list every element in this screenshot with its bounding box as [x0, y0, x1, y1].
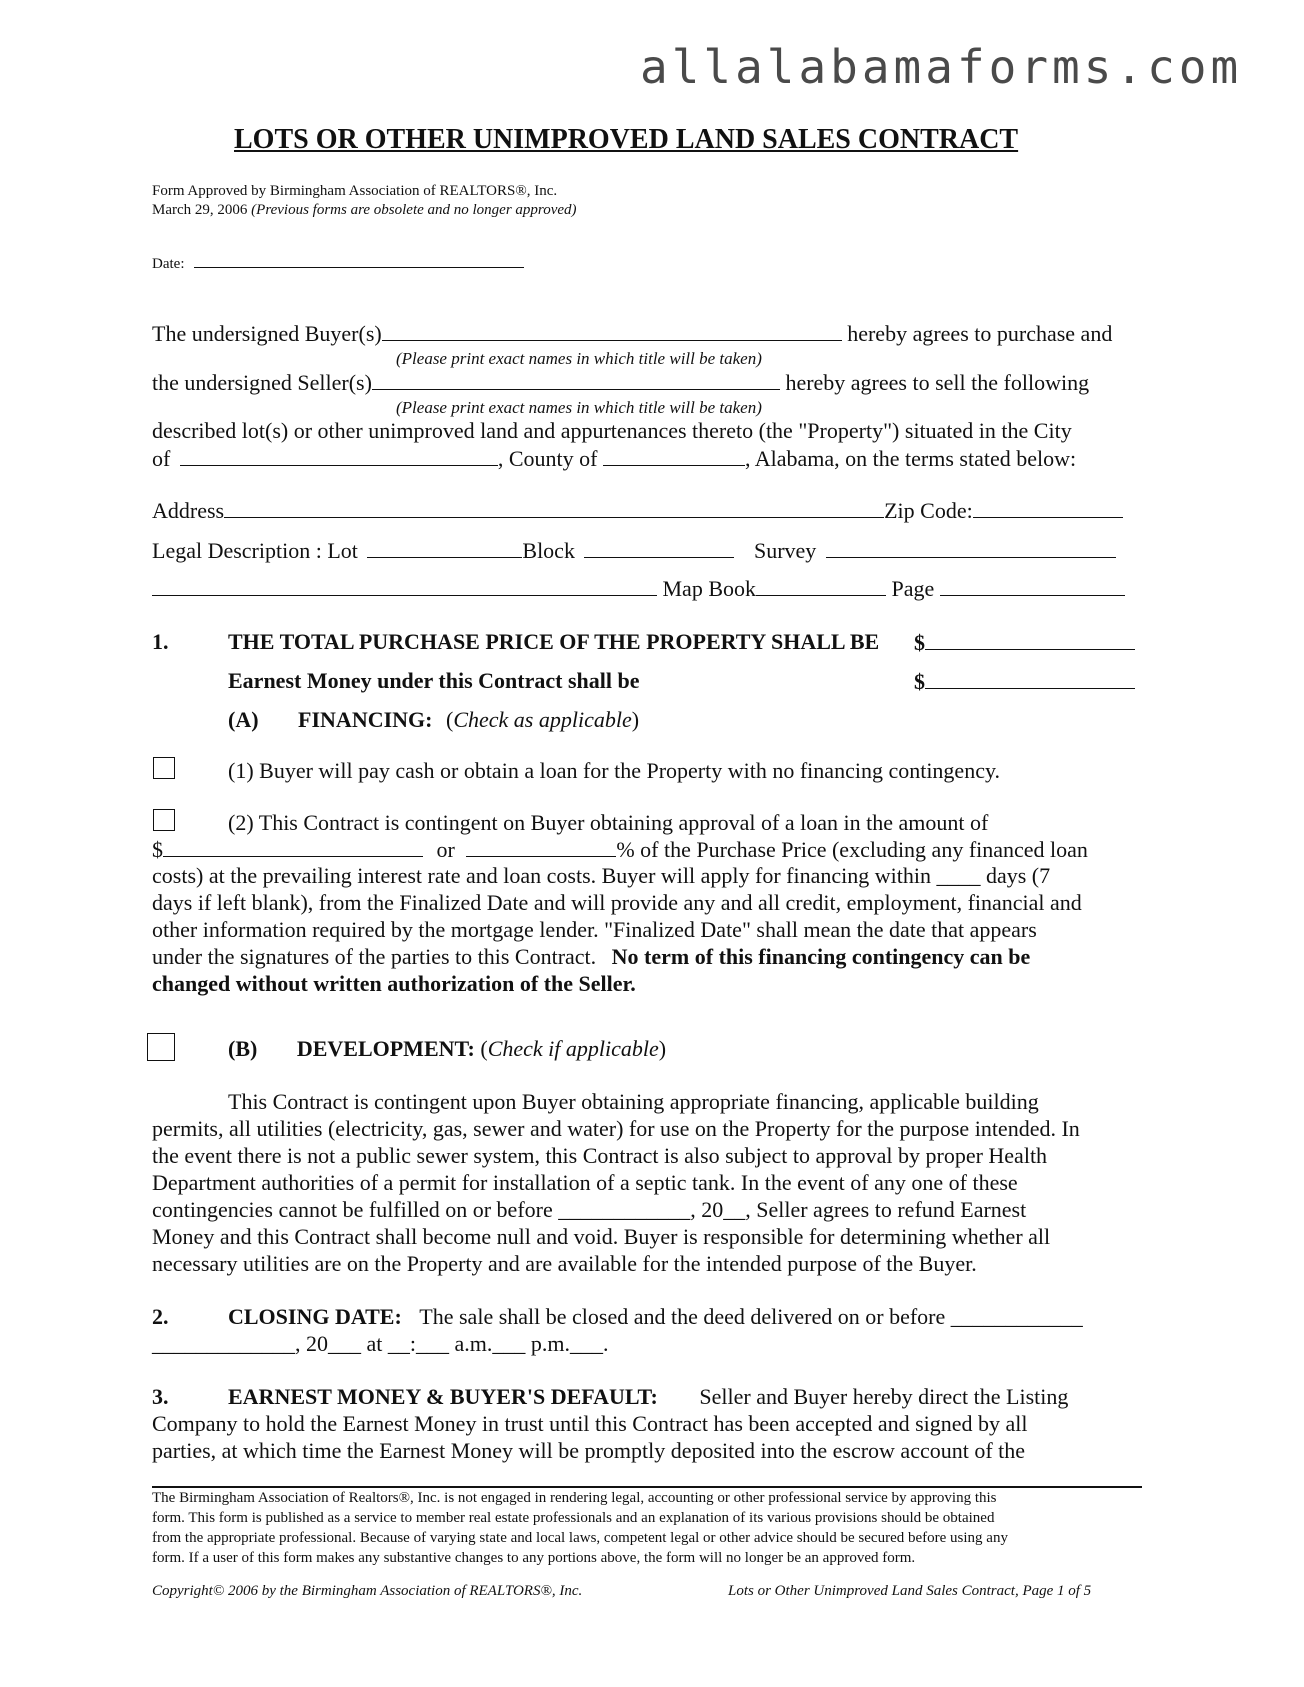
section1-number: 1. — [152, 629, 169, 654]
survey-label: Survey — [753, 538, 817, 563]
zip-label: Zip Code: — [884, 498, 973, 523]
dev-line3: the event there is not a public sewer system, this Contract is also subject to approval by proper Health — [152, 1143, 1048, 1168]
development-b-label: (B) — [228, 1036, 258, 1061]
county-field[interactable] — [603, 445, 745, 466]
financing-note: Check as applicable — [453, 707, 632, 732]
seller-caption: (Please print exact names in which title will be taken) — [396, 398, 762, 417]
cash-option-checkbox[interactable] — [153, 757, 175, 779]
disclaimer-line2: form. This form is published as a service to member real estate professionals and an explanation of its various provisions should be obtained — [152, 1510, 995, 1526]
development-heading: (B) DEVELOPMENT: (Check if applicable) — [228, 1036, 667, 1061]
legal-label: Legal Description : Lot — [152, 538, 358, 563]
date-label: Date: — [152, 256, 185, 272]
price-dollar — [914, 629, 1135, 656]
financing-label: FINANCING: — [298, 707, 433, 732]
loan-line6 — [152, 944, 1030, 970]
closing-date-row — [228, 1304, 1083, 1330]
city-prefix: of — [152, 446, 171, 471]
dev-line1: This Contract is contingent upon Buyer obtaining appropriate financing, applicable building — [228, 1089, 1039, 1114]
closing-date-line2: _____________, 20___ at __:___ a.m.___ p.m.___. — [152, 1331, 609, 1356]
page-info: Lots or Other Unimproved Land Sales Contract, Page 1 of 5 — [728, 1583, 1092, 1599]
buyer-row — [152, 320, 1112, 347]
earnest-line3: parties, at which time the Earnest Money will be promptly deposited into the escrow account of the — [152, 1438, 1026, 1463]
survey-field[interactable] — [826, 537, 1116, 558]
loan-option-lead: (2) This Contract is contingent on Buyer obtaining approval of a loan in the amount of — [228, 810, 989, 835]
address-row — [152, 497, 1123, 524]
development-checkbox[interactable] — [147, 1033, 175, 1061]
dev-line5: contingencies cannot be fulfilled on or before ____________, 20__, Seller agrees to refund Earnest — [152, 1197, 1027, 1222]
closing-date-text: The sale shall be closed and the deed delivered on or before ____________ — [419, 1304, 1083, 1329]
seller-label: the undersigned Seller(s) — [152, 370, 372, 395]
seller-tail: hereby agrees to sell the following — [785, 370, 1090, 395]
loan-or: or — [436, 837, 455, 862]
approval-note: (Previous forms are obsolete and no longer approved) — [251, 202, 577, 218]
buyer-caption: (Please print exact names in which title will be taken) — [396, 349, 762, 368]
approval-date-line — [152, 202, 577, 219]
section2-number: 2. — [152, 1304, 169, 1329]
buyer-name-field[interactable] — [382, 320, 842, 341]
buyer-tail: hereby agrees to purchase and — [847, 321, 1113, 346]
seller-row — [152, 369, 1089, 396]
date-row — [152, 249, 524, 273]
page-field[interactable] — [940, 577, 1125, 596]
legal-row — [152, 537, 1116, 564]
lot-field[interactable] — [367, 537, 522, 558]
disclaimer-line1: The Birmingham Association of Realtors®, Inc. is not engaged in rendering legal, accounting or other professional service by approving this — [152, 1490, 997, 1506]
purchase-price-label: THE TOTAL PURCHASE PRICE OF THE PROPERTY SHALL BE — [228, 629, 880, 654]
dev-line6: Money and this Contract shall become null and void. Buyer is responsible for determining whether all — [152, 1224, 1051, 1249]
dev-line7: necessary utilities are on the Property and are available for the intended purpose of the Buyer. — [152, 1251, 977, 1276]
loan-contingency-checkbox[interactable] — [153, 809, 175, 831]
loan-percent-field[interactable] — [466, 838, 616, 857]
loan-line6-bold: No term of this financing contingency can be — [611, 944, 1031, 969]
page-label: Page — [891, 576, 935, 601]
footer-divider — [152, 1486, 1142, 1488]
loan-amount-row — [152, 837, 1088, 863]
description-line: described lot(s) or other unimproved land and appurtenances thereto (the "Property") situated in the City — [152, 418, 1072, 443]
address-label: Address — [152, 498, 225, 523]
loan-amount-field[interactable] — [163, 838, 423, 857]
county-label: , County of — [497, 446, 598, 471]
disclaimer-line3: from the appropriate professional. Because of varying state and local laws, competent legal or other advice should be secured before using any — [152, 1530, 1008, 1546]
earnest-line2: Company to hold the Earnest Money in trust until this Contract has been accepted and signed by all — [152, 1411, 1028, 1436]
copyright: Copyright© 2006 by the Birmingham Association of REALTORS®, Inc. — [152, 1583, 583, 1599]
loan-line3: costs) at the prevailing interest rate and loan costs. Buyer will apply for financing within ____ days (7 — [152, 863, 1051, 888]
earnest-dollar-sign: $ — [914, 669, 925, 694]
financing-a-label: (A) — [228, 707, 259, 732]
document-title: LOTS OR OTHER UNIMPROVED LAND SALES CONTRACT — [234, 124, 1019, 155]
disclaimer-line4: form. If a user of this form makes any substantive changes to any portions above, the form will no longer be an approved form. — [152, 1550, 916, 1566]
loan-line6-plain: under the signatures of the parties to this Contract. — [152, 944, 597, 969]
mapbook-label: Map Book — [662, 576, 756, 601]
loan-dollar-sign: $ — [152, 837, 163, 862]
earnest-money-label: Earnest Money under this Contract shall be — [228, 668, 640, 693]
loan-line4: days if left blank), from the Finalized Date and will provide any and all credit, employment, financial and — [152, 890, 1082, 915]
approval-line: Form Approved by Birmingham Association of REALTORS®, Inc. — [152, 183, 558, 199]
legal-extra-field[interactable] — [152, 577, 657, 596]
earnest-default-label: EARNEST MONEY & BUYER'S DEFAULT: — [228, 1384, 658, 1409]
approval-date: March 29, 2006 — [152, 202, 248, 218]
development-label: DEVELOPMENT: — [296, 1036, 475, 1061]
date-field[interactable] — [194, 249, 524, 268]
closing-date-label: CLOSING DATE: — [228, 1304, 402, 1329]
address-field[interactable] — [224, 497, 884, 518]
watermark-logo-text: allalabamaforms.com — [640, 40, 1243, 94]
dev-line2: permits, all utilities (electricity, gas, sewer and water) for use on the Property for the purpose intended. In — [152, 1116, 1080, 1141]
earnest-dollar — [914, 668, 1135, 695]
mapbook-field[interactable] — [756, 577, 886, 596]
purchase-price-field[interactable] — [925, 629, 1135, 650]
price-dollar-sign: $ — [914, 630, 925, 655]
section3-number: 3. — [152, 1384, 169, 1409]
mapbook-row — [152, 576, 1125, 602]
development-note: Check if applicable — [487, 1036, 659, 1061]
loan-line7: changed without written authorization of the Seller. — [152, 971, 636, 996]
dev-line4: Department authorities of a permit for installation of a septic tank. In the event of any one of these — [152, 1170, 1018, 1195]
earnest-money-field[interactable] — [925, 668, 1135, 689]
cash-option-text: (1) Buyer will pay cash or obtain a loan for the Property with no financing contingency. — [228, 758, 1001, 783]
city-county-row — [152, 445, 1076, 472]
earnest-default-text: Seller and Buyer hereby direct the Listing — [699, 1384, 1069, 1409]
block-field[interactable] — [584, 537, 734, 558]
seller-name-field[interactable] — [372, 369, 780, 390]
zip-field[interactable] — [973, 499, 1123, 518]
city-field[interactable] — [180, 445, 498, 466]
loan-line5: other information required by the mortgage lender. "Finalized Date" shall mean the date that appears — [152, 917, 1037, 942]
financing-heading: (A) FINANCING: (Check as applicable) — [228, 707, 640, 732]
block-label: Block — [522, 538, 575, 563]
alabama-tail: , Alabama, on the terms stated below: — [744, 446, 1077, 471]
earnest-default-row — [228, 1384, 1068, 1410]
buyer-label: The undersigned Buyer(s) — [152, 321, 382, 346]
loan-percent-text: % of the Purchase Price (excluding any financed loan — [616, 837, 1088, 862]
